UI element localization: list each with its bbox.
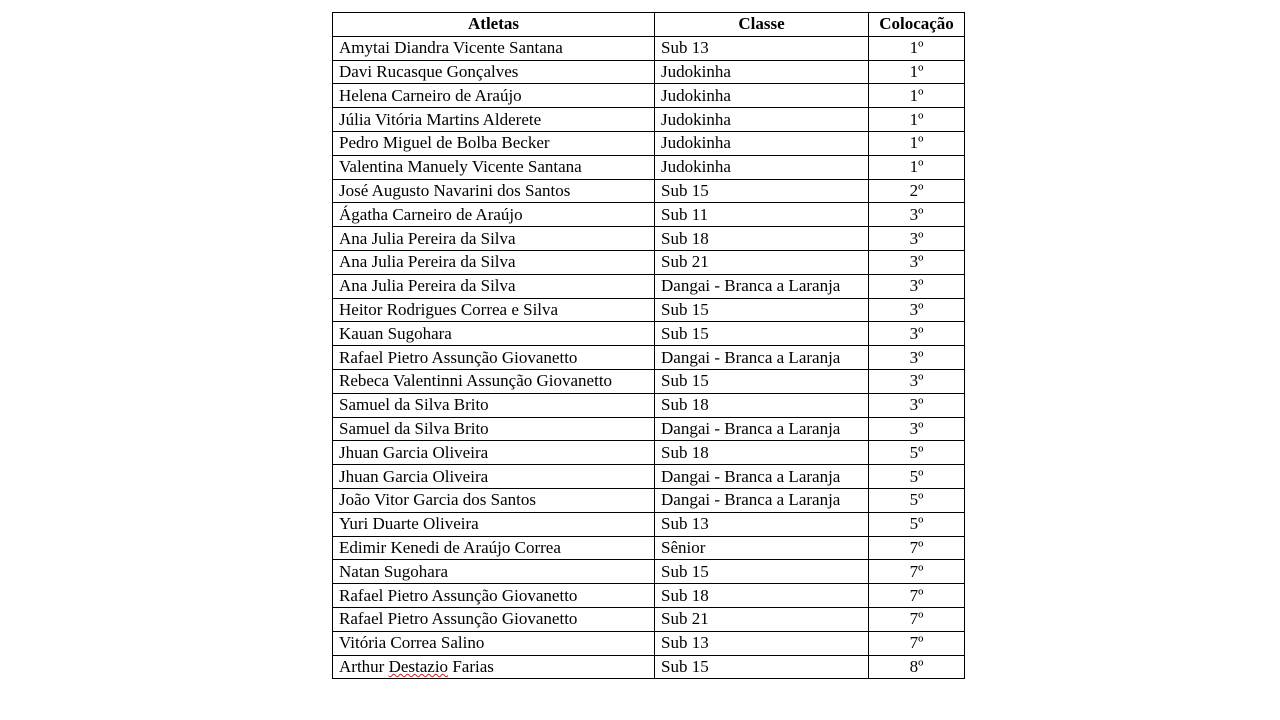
class-cell: Judokinha	[655, 60, 869, 84]
athlete-name: Ana Julia Pereira da Silva	[339, 228, 516, 248]
athlete-name: Ágatha Carneiro de Araújo	[339, 204, 523, 224]
athlete-name-cell	[333, 631, 655, 655]
athlete-name-cell	[333, 322, 655, 346]
results-sheet	[332, 12, 964, 679]
placement-cell: 7º	[869, 631, 965, 655]
athlete-name-cell	[333, 584, 655, 608]
athlete-name: Júlia Vitória Martins Alderete	[339, 109, 542, 129]
placement-cell: 1º	[869, 155, 965, 179]
placement-cell: 3º	[869, 346, 965, 370]
athlete-name-cell	[333, 369, 655, 393]
placement-cell: 3º	[869, 250, 965, 274]
athlete-name-cell	[333, 203, 655, 227]
athlete-name-cell	[333, 560, 655, 584]
athlete-name: Kauan Sugohara	[339, 323, 452, 343]
class-cell: Sênior	[655, 536, 869, 560]
class-cell: Sub 18	[655, 441, 869, 465]
athlete-name-cell	[333, 131, 655, 155]
athlete-name-cell	[333, 607, 655, 631]
class-cell: Sub 18	[655, 227, 869, 251]
table-row	[333, 274, 965, 298]
athlete-name-cell	[333, 36, 655, 60]
class-cell: Dangai - Branca a Laranja	[655, 346, 869, 370]
placement-cell: 2º	[869, 179, 965, 203]
athlete-name: Rebeca Valentinni Assunção Giovanetto	[339, 371, 613, 391]
athlete-name: Ana Julia Pereira da Silva	[339, 252, 516, 272]
placement-cell: 7º	[869, 584, 965, 608]
athlete-name: Rafael Pietro Assunção Giovanetto	[339, 347, 578, 367]
athlete-name-cell	[333, 155, 655, 179]
athlete-name-cell	[333, 512, 655, 536]
placement-cell: 5º	[869, 488, 965, 512]
athlete-name: Yuri Duarte Oliveira	[339, 514, 479, 534]
class-cell: Sub 15	[655, 655, 869, 679]
athlete-name: Rafael Pietro Assunção Giovanetto	[339, 609, 578, 629]
athlete-name: Valentina Manuely Vicente Santana	[339, 157, 582, 177]
athlete-name: Jhuan Garcia Oliveira	[339, 466, 489, 486]
athlete-name: Natan Sugohara	[339, 561, 449, 581]
table-row	[333, 488, 965, 512]
class-cell: Dangai - Branca a Laranja	[655, 488, 869, 512]
table-row	[333, 155, 965, 179]
table-row	[333, 560, 965, 584]
table-row	[333, 60, 965, 84]
class-cell: Sub 21	[655, 250, 869, 274]
placement-cell: 3º	[869, 322, 965, 346]
placement-cell: 7º	[869, 607, 965, 631]
class-cell: Sub 15	[655, 369, 869, 393]
athlete-name: Jhuan Garcia Oliveira	[339, 442, 489, 462]
table-row	[333, 655, 965, 679]
athlete-name: Heitor Rodrigues Correa e Silva	[339, 299, 559, 319]
table-row	[333, 203, 965, 227]
name-word: Farias	[452, 656, 494, 676]
athlete-name-cell	[333, 179, 655, 203]
class-cell: Judokinha	[655, 108, 869, 132]
table-row	[333, 584, 965, 608]
table-row	[333, 369, 965, 393]
placement-cell: 1º	[869, 36, 965, 60]
class-cell: Judokinha	[655, 155, 869, 179]
placement-cell: 5º	[869, 465, 965, 489]
athlete-name-cell	[333, 346, 655, 370]
placement-cell: 1º	[869, 84, 965, 108]
table-row	[333, 322, 965, 346]
placement-cell: 3º	[869, 369, 965, 393]
athlete-name-cell	[333, 441, 655, 465]
table-row	[333, 417, 965, 441]
athlete-name: Davi Rucasque Gonçalves	[339, 61, 519, 81]
table-row	[333, 108, 965, 132]
table-row	[333, 631, 965, 655]
placement-cell: 3º	[869, 298, 965, 322]
athlete-name: Ana Julia Pereira da Silva	[339, 276, 516, 296]
athlete-name-cell	[333, 465, 655, 489]
class-cell: Dangai - Branca a Laranja	[655, 465, 869, 489]
class-cell: Sub 18	[655, 393, 869, 417]
table-row	[333, 250, 965, 274]
table-row	[333, 536, 965, 560]
table-row	[333, 179, 965, 203]
class-cell: Sub 15	[655, 298, 869, 322]
table-row	[333, 393, 965, 417]
class-cell: Sub 15	[655, 560, 869, 584]
athlete-name: Edimir Kenedi de Araújo Correa	[339, 537, 561, 557]
athlete-name: Rafael Pietro Assunção Giovanetto	[339, 585, 578, 605]
class-cell: Judokinha	[655, 131, 869, 155]
header-class: Classe	[655, 13, 869, 37]
athlete-name: João Vitor Garcia dos Santos	[339, 490, 536, 510]
placement-cell: 5º	[869, 512, 965, 536]
athlete-name-cell	[333, 393, 655, 417]
table-row	[333, 36, 965, 60]
placement-cell: 5º	[869, 441, 965, 465]
table-row	[333, 512, 965, 536]
placement-cell: 7º	[869, 560, 965, 584]
class-cell: Sub 21	[655, 607, 869, 631]
class-cell: Sub 13	[655, 631, 869, 655]
name-word: Arthur	[339, 656, 385, 676]
table-body	[333, 36, 965, 679]
placement-cell: 3º	[869, 203, 965, 227]
placement-cell: 1º	[869, 60, 965, 84]
class-cell: Judokinha	[655, 84, 869, 108]
table-row	[333, 131, 965, 155]
table-header	[333, 13, 965, 37]
athlete-name: José Augusto Navarini dos Santos	[339, 180, 571, 200]
placement-cell: 3º	[869, 274, 965, 298]
table-row	[333, 227, 965, 251]
class-cell: Sub 11	[655, 203, 869, 227]
athlete-name: Pedro Miguel de Bolba Becker	[339, 133, 550, 153]
table-row	[333, 346, 965, 370]
athlete-name: Amytai Diandra Vicente Santana	[339, 38, 563, 58]
header-placement: Colocação	[869, 13, 965, 37]
table-row	[333, 607, 965, 631]
athlete-name-cell	[333, 488, 655, 512]
table-row	[333, 465, 965, 489]
header-row	[333, 13, 965, 37]
class-cell: Sub 13	[655, 512, 869, 536]
placement-cell: 3º	[869, 227, 965, 251]
class-cell: Sub 15	[655, 322, 869, 346]
placement-cell: 3º	[869, 393, 965, 417]
athlete-name: Helena Carneiro de Araújo	[339, 85, 522, 105]
athlete-name: Vitória Correa Salino	[339, 633, 485, 653]
class-cell: Sub 15	[655, 179, 869, 203]
athlete-name-cell	[333, 84, 655, 108]
athlete-name-cell	[333, 60, 655, 84]
name-word: Destazio	[388, 656, 449, 676]
placement-cell: 1º	[869, 131, 965, 155]
athlete-name-cell	[333, 108, 655, 132]
class-cell: Dangai - Branca a Laranja	[655, 417, 869, 441]
placement-cell: 7º	[869, 536, 965, 560]
placement-cell: 1º	[869, 108, 965, 132]
athlete-name-cell	[333, 536, 655, 560]
class-cell: Sub 13	[655, 36, 869, 60]
athlete-name	[339, 657, 494, 676]
athlete-name-cell	[333, 227, 655, 251]
athlete-name-cell	[333, 655, 655, 679]
table-row	[333, 84, 965, 108]
athlete-name-cell	[333, 417, 655, 441]
placement-cell: 3º	[869, 417, 965, 441]
placement-cell: 8º	[869, 655, 965, 679]
athlete-name-cell	[333, 250, 655, 274]
athlete-name-cell	[333, 298, 655, 322]
athlete-name: Samuel da Silva Brito	[339, 395, 489, 415]
class-cell: Dangai - Branca a Laranja	[655, 274, 869, 298]
results-table	[332, 12, 965, 679]
table-row	[333, 298, 965, 322]
header-athletes: Atletas	[333, 13, 655, 37]
athlete-name-cell	[333, 274, 655, 298]
athlete-name: Samuel da Silva Brito	[339, 418, 489, 438]
table-row	[333, 441, 965, 465]
class-cell: Sub 18	[655, 584, 869, 608]
